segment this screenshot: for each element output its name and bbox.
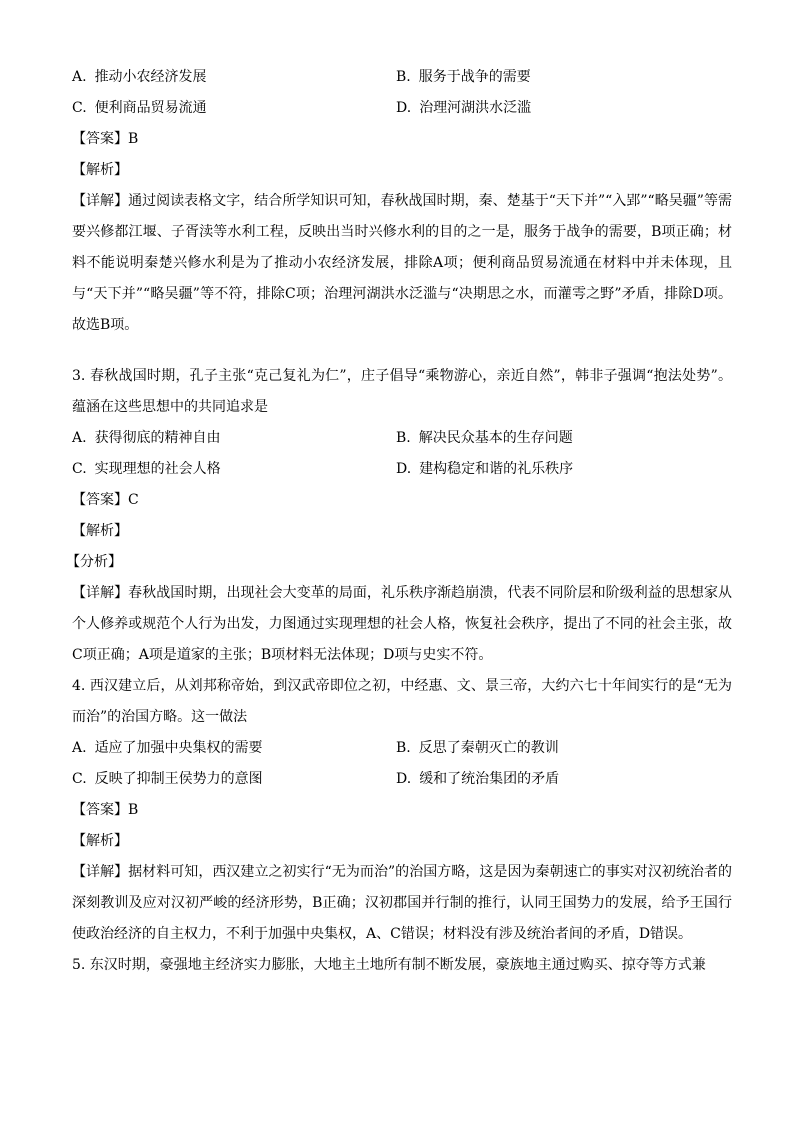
document-page xyxy=(66,62,732,981)
option-letter: D. xyxy=(396,100,412,116)
option-text: 建构稳定和谐的礼乐秩序 xyxy=(419,461,574,477)
option-text: 适应了加强中央集权的需要 xyxy=(94,740,263,756)
q4-options-row-2 xyxy=(72,764,732,795)
q2-option-c[interactable] xyxy=(72,93,396,124)
option-text: 治理河湖洪水泛滥 xyxy=(419,100,532,116)
q3-detail: 【详解】春秋战国时期，出现社会大变革的局面，礼乐秩序渐趋崩溃，代表不同阶层和阶级利益的思想家从个人修养或规范个人行为出发，力图通过实现理想的社会人格，恢复社会秩序，提出了不同的社会主张，故C项正确；A项是道家的主张；B项材料无法体现；D项与史实不符。 xyxy=(72,585,732,663)
q2-option-d[interactable] xyxy=(396,93,732,124)
q4-option-d[interactable] xyxy=(396,764,732,795)
option-letter: B. xyxy=(396,430,411,446)
option-letter: B. xyxy=(396,740,411,756)
q2-analysis-label: 【解析】 xyxy=(72,162,128,178)
q4-option-c[interactable] xyxy=(72,764,396,795)
q4-option-a[interactable] xyxy=(72,733,396,764)
q4-detail: 【详解】据材料可知，西汉建立之初实行“无为而治”的治国方略，这是因为秦朝速亡的事实对汉初统治者的深刻教训及应对汉初严峻的经济形势，B正确；汉初郡国并行制的推行，认同王国势力的发展，给予王国行使政治经济的自主权力，不利于加强中央集权，A、C错误；材料没有涉及统治者间的矛盾，D错误。 xyxy=(72,864,732,942)
q3-options-row-2 xyxy=(72,454,732,485)
q4-answer: 【答案】B xyxy=(72,802,139,818)
q2-detail: 【详解】通过阅读表格文字，结合所学知识可知，春秋战国时期，秦、楚基于“天下并”“入郢”“略吴疆”等需要兴修都江堰、子胥渎等水利工程，反映出当时兴修水利的目的之一是，服务于战争的需要，B项正确；材料不能说明秦楚兴修水利是为了推动小农经济发展，排除A项；便利商品贸易流通在材料中并未体现，且与“天下并”“略吴疆”等不符，排除C项；治理河湖洪水泛滥与“决期思之水，而灌雩之野”矛盾，排除D项。故选B项。 xyxy=(72,193,732,333)
q3-fenxi-label: 【分析】 xyxy=(66,554,122,570)
q3-answer: 【答案】C xyxy=(72,492,139,508)
q4-stem: 4. 西汉建立后，从刘邦称帝始，到汉武帝即位之初，中经惠、文、景三帝，大约六七十年间实行的是“无为而治”的治国方略。这一做法 xyxy=(72,678,732,725)
option-letter: D. xyxy=(396,771,412,787)
option-letter: A. xyxy=(72,740,87,756)
option-text: 解决民众基本的生存问题 xyxy=(418,430,573,446)
option-letter: A. xyxy=(72,69,87,85)
q3-option-d[interactable] xyxy=(396,454,732,485)
option-letter: A. xyxy=(72,430,87,446)
q3-options-row-1 xyxy=(72,423,732,454)
q2-option-a[interactable] xyxy=(72,62,396,93)
option-text: 缓和了统治集团的矛盾 xyxy=(419,771,560,787)
q2-answer: 【答案】B xyxy=(72,131,139,147)
q4-analysis-label: 【解析】 xyxy=(72,833,128,849)
q3-option-c[interactable] xyxy=(72,454,396,485)
q3-analysis-label: 【解析】 xyxy=(72,523,128,539)
q2-options-row-1 xyxy=(72,62,732,93)
q3-option-b[interactable] xyxy=(396,423,732,454)
option-text: 实现理想的社会人格 xyxy=(94,461,221,477)
q2-option-b[interactable] xyxy=(396,62,732,93)
q3-option-a[interactable] xyxy=(72,423,396,454)
option-text: 便利商品贸易流通 xyxy=(94,100,207,116)
q3-stem: 3. 春秋战国时期，孔子主张“克己复礼为仁”，庄子倡导“乘物游心，亲近自然”，韩非子强调“抱法处势”。蕴涵在这些思想中的共同追求是 xyxy=(72,368,732,415)
option-letter: D. xyxy=(396,461,412,477)
q4-option-b[interactable] xyxy=(396,733,732,764)
option-text: 推动小农经济发展 xyxy=(94,69,207,85)
q5-stem: 5. 东汉时期，豪强地主经济实力膨胀，大地主土地所有制不断发展，豪族地主通过购买、掠夺等方式兼 xyxy=(72,957,706,973)
option-text: 反思了秦朝灭亡的教训 xyxy=(418,740,559,756)
option-letter: C. xyxy=(72,100,87,116)
option-text: 获得彻底的精神自由 xyxy=(94,430,221,446)
option-text: 反映了抑制王侯势力的意图 xyxy=(94,771,263,787)
q4-options-row-1 xyxy=(72,733,732,764)
option-letter: B. xyxy=(396,69,411,85)
q2-options-row-2 xyxy=(72,93,732,124)
option-letter: C. xyxy=(72,461,87,477)
option-text: 服务于战争的需要 xyxy=(418,69,531,85)
spacer xyxy=(72,341,732,361)
option-letter: C. xyxy=(72,771,87,787)
